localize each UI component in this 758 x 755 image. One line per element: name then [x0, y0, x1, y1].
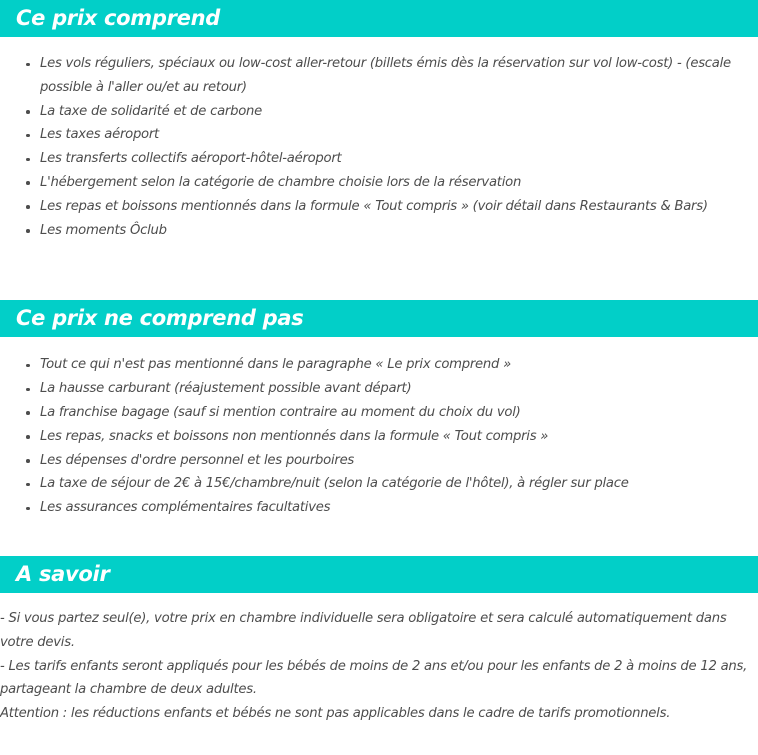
section-title: A savoir [16, 561, 110, 586]
list-item: Les moments Ôclub [0, 219, 758, 243]
list-item: La taxe de séjour de 2€ à 15€/chambre/nuit (selon la catégorie de l'hôtel), à régler sur place [0, 472, 758, 496]
section-header-ce-prix-ne-comprend-pas [0, 300, 758, 337]
section-header-ce-prix-comprend [0, 0, 758, 37]
list-item: Les transferts collectifs aéroport-hôtel-aéroport [0, 147, 758, 171]
section-header-a-savoir [0, 556, 758, 593]
paragraph: - Si vous partez seul(e), votre prix en chambre individuelle sera obligatoire et sera calculé automatiquement dans votre devis. [0, 610, 727, 650]
list-item: La taxe de solidarité et de carbone [0, 100, 758, 124]
spacer [0, 593, 758, 607]
list-item: Les repas et boissons mentionnés dans la formule « Tout compris » (voir détail dans Restaurants & Bars) [0, 195, 758, 219]
spacer [0, 520, 758, 556]
list-item: Les dépenses d'ordre personnel et les pourboires [0, 449, 758, 473]
list-item: Les assurances complémentaires facultatives [0, 496, 758, 520]
paragraph: Attention : les réductions enfants et bébés ne sont pas applicables dans le cadre de tarifs promotionnels. [0, 706, 671, 722]
excluded-list [0, 353, 758, 520]
section-title: Ce prix ne comprend pas [16, 306, 304, 331]
included-list [0, 52, 758, 242]
spacer [0, 337, 758, 353]
list-item: Les taxes aéroport [0, 123, 758, 147]
section-title: Ce prix comprend [16, 6, 220, 30]
good-to-know-text [0, 607, 758, 726]
list-item: L'hébergement selon la catégorie de chambre choisie lors de la réservation [0, 171, 758, 195]
spacer [0, 37, 758, 52]
list-item: Tout ce qui n'est pas mentionné dans le paragraphe « Le prix comprend » [0, 353, 758, 377]
list-item: La hausse carburant (réajustement possible avant départ) [0, 377, 758, 401]
paragraph: - Les tarifs enfants seront appliqués pour les bébés de moins de 2 ans et/ou pour les enfants de 2 à moins de 12 ans, partageant la chambre de deux adultes. [0, 658, 748, 698]
spacer [0, 242, 758, 300]
list-item: Les vols réguliers, spéciaux ou low-cost aller-retour (billets émis dès la réservation sur vol low-cost) - (escale possible à l'aller ou/et au retour) [0, 52, 758, 100]
list-item: Les repas, snacks et boissons non mentionnés dans la formule « Tout compris » [0, 425, 758, 449]
list-item: La franchise bagage (sauf si mention contraire au moment du choix du vol) [0, 401, 758, 425]
